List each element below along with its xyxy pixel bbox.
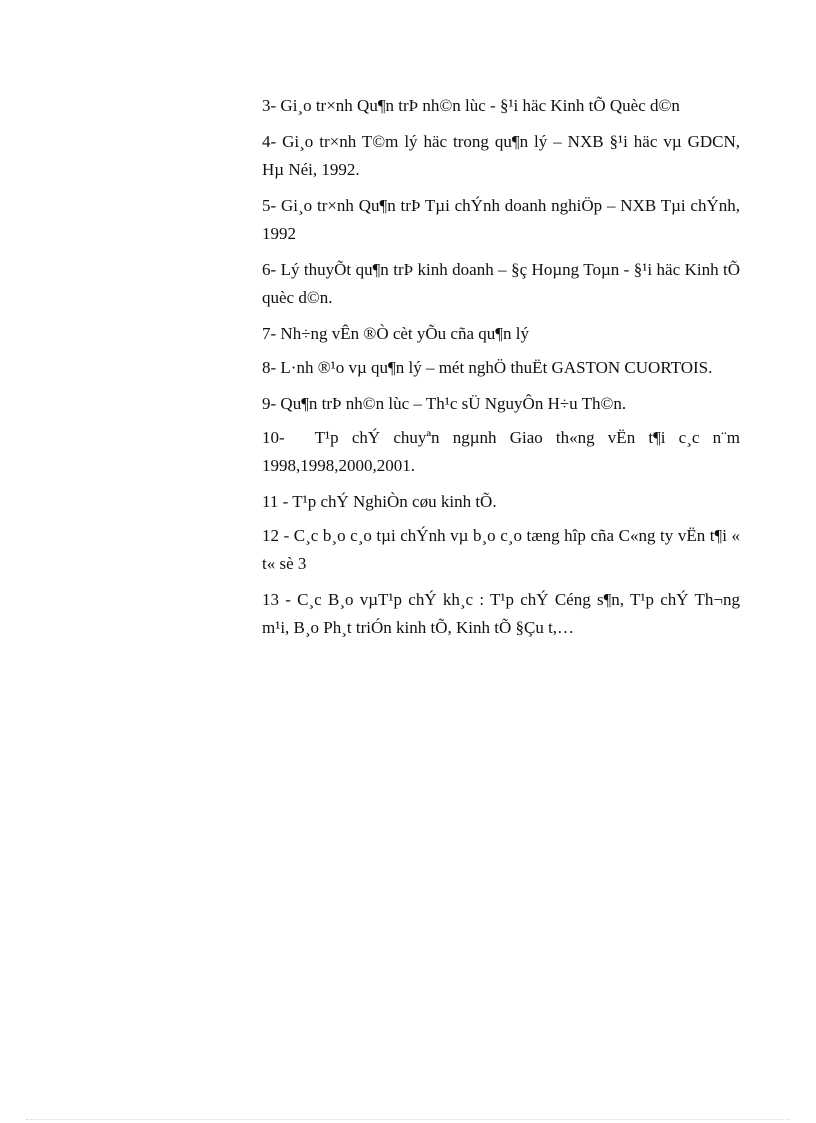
reference-list <box>262 92 740 650</box>
reference-item-7: 7- Nh÷ng vÊn ®Ò cèt yÕu cña qu¶n lý <box>262 324 529 343</box>
reference-item-11: 11 - T¹p chÝ NghiÒn cøu kinh tÕ. <box>262 492 497 511</box>
reference-item-5: 5- Gi¸o tr×nh Qu¶n trÞ Tµi chÝnh doanh nghiÖp – NXB Tµi chÝnh, 1992 <box>262 196 740 243</box>
reference-item-13: 13 - C¸c B¸o vµT¹p chÝ kh¸c : T¹p chÝ Céng s¶n, T¹p chÝ Th¬ng m¹i, B¸o Ph¸t triÓn kinh tÕ, Kinh tÕ §Çu t,… <box>262 590 740 637</box>
reference-item-6: 6- Lý thuyÕt qu¶n trÞ kinh doanh – §ç Hoµng Toµn - §¹i häc Kinh tÕ quèc d©n. <box>262 260 740 307</box>
reference-item-12: 12 - C¸c b¸o c¸o tµi chÝnh vµ b¸o c¸o tæng hîp cña C«ng ty vËn t¶i « t« sè 3 <box>262 526 740 573</box>
page-bottom-edge <box>26 1119 790 1120</box>
reference-item-9: 9- Qu¶n trÞ nh©n lùc – Th¹c sÜ NguyÔn H÷u Th©n. <box>262 394 627 413</box>
reference-number-10: 10- <box>262 428 285 447</box>
reference-item-3: 3- Gi¸o tr×nh Qu¶n trÞ nh©n lùc - §¹i häc Kinh tÕ Quèc d©n <box>262 96 680 115</box>
reference-item-10 <box>262 424 740 480</box>
reference-item-4: 4- Gi¸o tr×nh T©m lý häc trong qu¶n lý – NXB §¹i häc vµ GDCN, Hµ Néi, 1992. <box>262 132 740 179</box>
reference-item-8: 8- L·nh ®¹o vµ qu¶n lý – mét nghÖ thuËt GASTON CUORTOIS. <box>262 358 713 377</box>
reference-text-10: T¹p chÝ chuyªn ngµnh Giao th«ng vËn t¶i c¸c n¨m 1998,1998,2000,2001. <box>262 428 740 475</box>
